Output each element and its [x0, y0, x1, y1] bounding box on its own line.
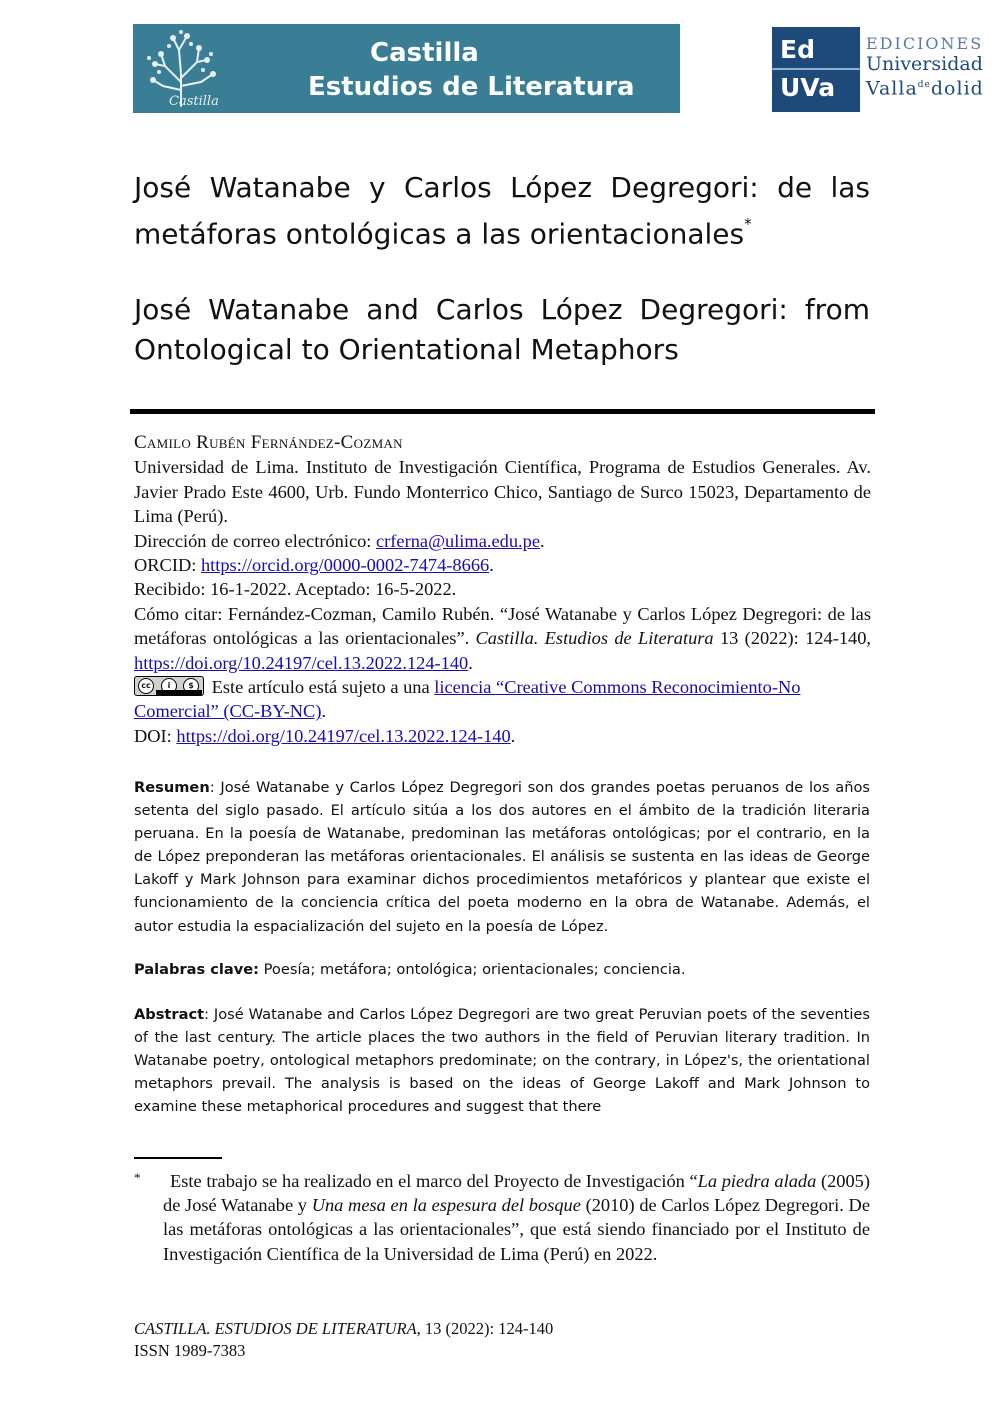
abstract-spanish-text: : José Watanabe y Carlos López Degregori son dos grandes poetas peruanos de los años setenta del siglo pasado. El artículo sitúa a los dos autores en el ámbito de la tradición literaria peruana. En la poesía de Watanabe, predominan las metáforas ontológicas; por el contrario, en la de López preponderan las metáforas orientacionales. El análisis se sustenta en las ideas de George Lakoff y Mark Johnson para examinar dichos procedimientos metafóricos y plantear que existe el funcionamiento de la conciencia crítica del poeta moderno en la obra de Watanabe. Además, el autor estudia la espacialización del sujeto en la poesía de López.: [134, 779, 870, 935]
journal-banner: [133, 24, 680, 113]
footer-issn: ISSN 1989-7383: [134, 1341, 246, 1360]
article-dates: Recibido: 16-1-2022. Aceptado: 16-5-2022.: [134, 579, 457, 600]
cc-by-nc-icon[interactable]: cc i $: [134, 676, 204, 696]
publisher-name-line1: EDICIONES: [866, 34, 984, 53]
author-block: [134, 431, 871, 748]
author-name: Camilo Rubén Fernández-Cozman: [134, 432, 403, 453]
citation-doi-link[interactable]: https://doi.org/10.24197/cel.13.2022.124-140: [134, 652, 469, 673]
keywords-text: Poesía; metáfora; ontológica; orientacionales; conciencia.: [259, 961, 686, 978]
publisher-name-line3: Valla$^{de}$dolid: [866, 77, 984, 100]
publisher-logo-ed: Ed: [780, 35, 815, 64]
title-footnote-mark[interactable]: *: [744, 215, 752, 233]
abstract-english-label: Abstract: [134, 1006, 205, 1023]
publisher-name-line2: Universidad: [866, 53, 983, 75]
abstract-spanish-label: Resumen: [134, 779, 210, 796]
publisher-name: [866, 33, 1002, 99]
author-email-line: Dirección de correo electrónico: crferna@ulima.edu.pe.: [134, 530, 545, 551]
journal-title: [308, 36, 668, 104]
orcid-link[interactable]: https://orcid.org/0000-0002-7474-8666: [200, 555, 490, 576]
title-english: José Watanabe and Carlos López Degregori: from Ontological to Orientational Metaphors: [134, 293, 870, 366]
publisher-logo-divider: [772, 68, 860, 70]
author-orcid-line: ORCID: https://orcid.org/0000-0002-7474-8666.: [134, 555, 494, 576]
title-divider: [130, 409, 875, 414]
abstract-english: [134, 1003, 870, 1118]
keywords: [134, 958, 870, 981]
footnote-mark: *: [134, 1170, 141, 1185]
license-line: cc i $ Este artículo está sujeto a una licencia “Creative Commons Reconocimiento-No Comercial” (CC-BY-NC).: [134, 677, 801, 722]
publisher-logo-box: [772, 27, 860, 112]
doi-link[interactable]: https://doi.org/10.24197/cel.13.2022.124-140: [176, 725, 511, 746]
page-footer: [134, 1318, 553, 1362]
footer-citation: CASTILLA. ESTUDIOS DE LITERATURA, 13 (2022): 124-140: [134, 1319, 554, 1338]
footnote-text: Este trabajo se ha realizado en el marco del Proyecto de Investigación “La piedra alada (2005) de José Watanabe y Una mesa en la espesura del bosque (2010) de Carlos López Degregori. De las metáforas ontológicas a las orientacionales”, que está siendo financiado por el Instituto de Investigación Científica de la Universidad de Lima (Perú) en 2022.: [163, 1171, 870, 1264]
author-affiliation: Universidad de Lima. Instituto de Investigación Científica, Programa de Estudios Generales. Av. Javier Prado Este 4600, Urb. Fundo Monterrico Chico, Santiago de Surco 15023, Departamento de Lima (Perú).: [134, 457, 871, 527]
doi-line: DOI: https://doi.org/10.24197/cel.13.2022.124-140.: [134, 725, 516, 746]
footnote-divider: [134, 1157, 222, 1159]
author-email-link[interactable]: crferna@ulima.edu.pe: [376, 530, 540, 551]
banner-script-text: Castilla: [169, 94, 219, 109]
license-link[interactable]: licencia “Creative Commons Reconocimiento-No Comercial” (CC-BY-NC): [134, 677, 801, 722]
journal-title-line1: Castilla: [370, 38, 479, 68]
abstract-english-text: : José Watanabe and Carlos López Degregori are two great Peruvian poets of the seventies of the last century. The article places the two authors in the field of Peruvian literary tradition. In Watanabe poetry, ontological metaphors predominate; on the contrary, in López's, the orientational metaphors prevail. The analysis is based on the ideas of George Lakoff and Mark Johnson to examine these metaphorical procedures and suggest that there: [134, 1006, 870, 1116]
abstract-spanish: [134, 776, 870, 938]
title-spanish: José Watanabe y Carlos López Degregori: de las metáforas ontológicas a las orientacionales*: [134, 171, 870, 251]
citation-text: Cómo citar: Fernández-Cozman, Camilo Rubén. “José Watanabe y Carlos López Degregori: de las metáforas ontológicas a las orientacionales”. Castilla. Estudios de Literatura 13 (2022): 124-140, https://doi.org/10.24197/cel.13.2022.124-140.: [134, 603, 871, 673]
journal-title-line2: Estudios de Literatura: [308, 72, 635, 102]
keywords-label: Palabras clave:: [134, 961, 260, 978]
publisher-logo-uva: UVa: [780, 73, 836, 102]
